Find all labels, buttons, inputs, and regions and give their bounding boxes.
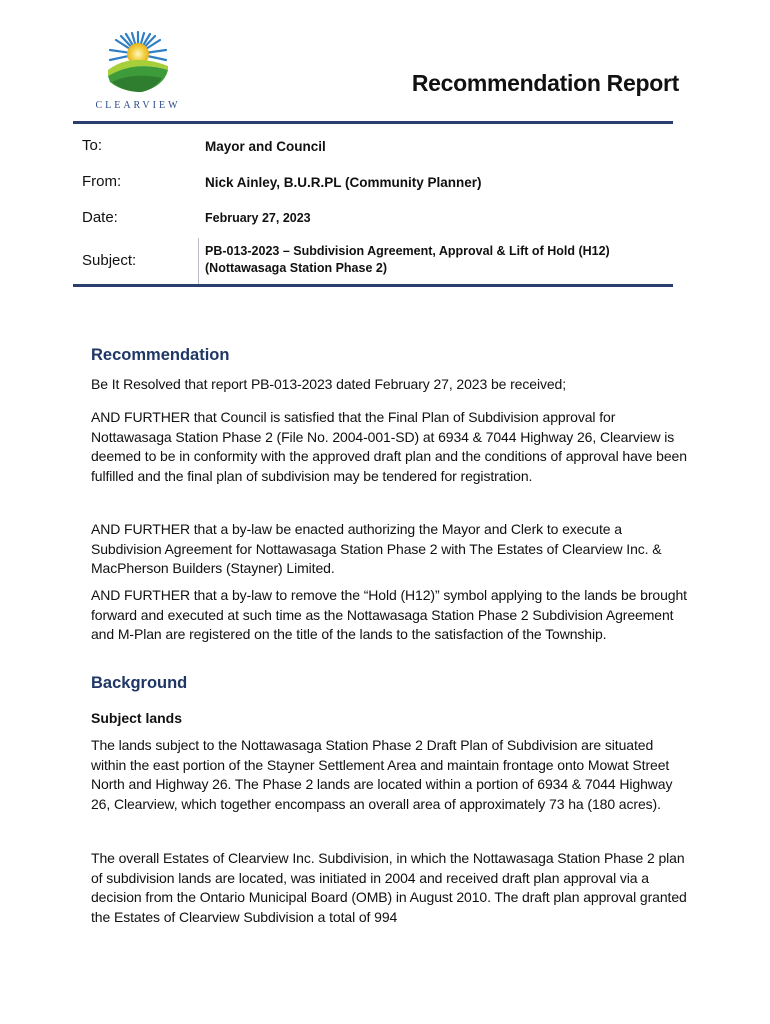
subject-divider [198, 238, 199, 286]
header-bottom-rule [73, 284, 673, 287]
recommendation-paragraph-1: Be It Resolved that report PB-013-2023 dated February 27, 2023 be received; [91, 376, 567, 392]
background-paragraph-2: The overall Estates of Clearview Inc. Subdivision, in which the Nottawasaga Station Phase 2 plan of subdivision lands are located, was initiated in 2004 and received draft plan approval via a decision from the Ontario Municipal Board (OMB) in August 2010. The draft plan approval granted the Estates of Clearview Subdivision a total of 994 [91, 850, 687, 925]
from-value: Nick Ainley, B.U.R.PL (Community Planner) [205, 175, 482, 190]
logo-text: CLEARVIEW [95, 100, 181, 111]
report-title: Recommendation Report [411, 70, 679, 96]
recommendation-paragraph-2: AND FURTHER that Council is satisfied that the Final Plan of Subdivision approval for Nottawasaga Station Phase 2 (File No. 2004-001-SD) at 6934 & 7044 Highway 26, Clearview is deemed to be in conformity with the approved draft plan and the conditions of approval have been fulfilled and the final plan of subdivision may be tendered for registration. [91, 409, 687, 484]
clearview-logo [88, 30, 188, 114]
sun-hills-icon [102, 30, 174, 96]
background-paragraph-1: The lands subject to the Nottawasaga Station Phase 2 Draft Plan of Subdivision are situated within the east portion of the Stayner Settlement Area and maintain frontage onto Mowat Street North and Highway 26. The Phase 2 lands are located within a portion of 6934 & 7044 Highway 26, Clearview, which together encompass an overall area of approximately 73 ha (180 acres). [91, 737, 673, 812]
recommendation-paragraph-4: AND FURTHER that a by-law to remove the “Hold (H12)” symbol applying to the lands be brought forward and executed at such time as the Nottawasaga Station Phase 2 Subdivision Agreement and M-Plan are registered on the title of the lands to the satisfaction of the Township. [91, 587, 687, 643]
to-label: To: [82, 137, 103, 154]
subject-lands-subheading: Subject lands [91, 710, 183, 726]
subject-line-1: PB-013-2023 – Subdivision Agreement, Approval & Lift of Hold (H12) [205, 244, 610, 258]
recommendation-heading: Recommendation [91, 346, 230, 364]
to-value: Mayor and Council [205, 139, 326, 154]
recommendation-paragraph-3: AND FURTHER that a by-law be enacted authorizing the Mayor and Clerk to execute a Subdivision Agreement for Nottawasaga Station Phase 2 with The Estates of Clearview Inc. & MacPherson Builders (Stayner) Limited. [91, 521, 662, 577]
background-heading: Background [91, 674, 188, 692]
subject-line-2: (Nottawasaga Station Phase 2) [205, 261, 387, 275]
date-value: February 27, 2023 [205, 211, 311, 225]
from-label: From: [82, 173, 122, 190]
subject-label: Subject: [82, 252, 137, 269]
header-top-rule [73, 121, 673, 124]
date-label: Date: [82, 209, 118, 226]
